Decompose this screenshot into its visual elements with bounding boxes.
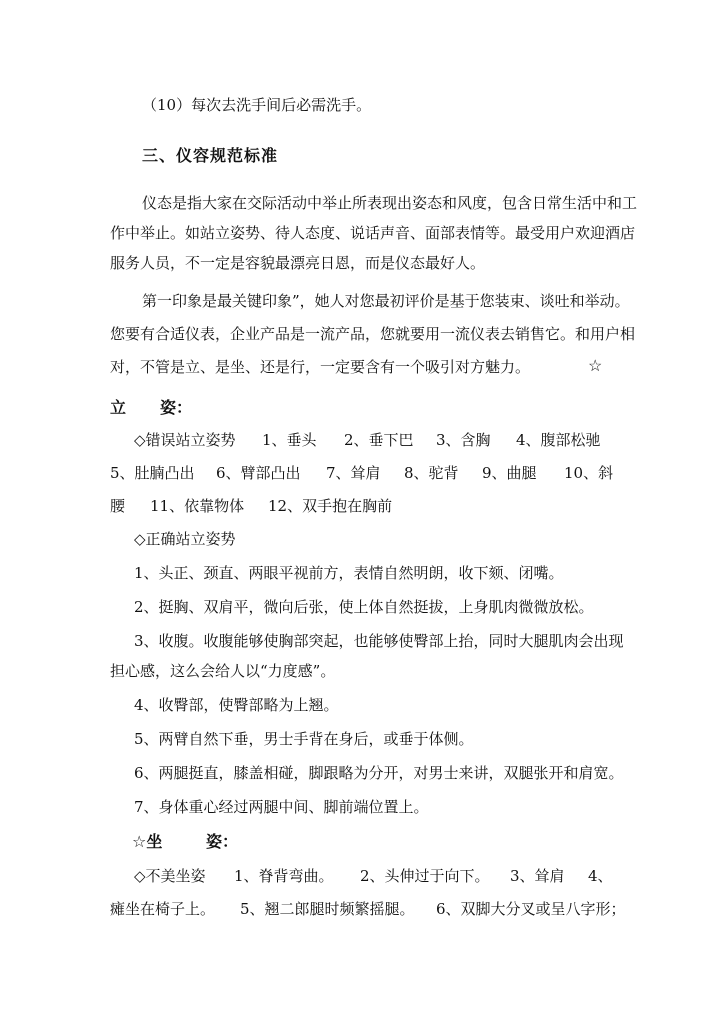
intro-paragraph-1-line-2: 作中举止。如站立姿势、待人态度、说话声音、面部表情等。最受用户欢迎酒店 [110, 224, 636, 242]
standing-heading-a: 立 [110, 398, 127, 417]
bad-sitting-item: 2、头伸过于向下。 [360, 867, 490, 885]
intro-paragraph-1-line-3: 服务人员，不一定是容貌最漂亮日恩，而是仪态最好人。 [110, 254, 486, 272]
wrong-standing-item: 9、曲腿 [482, 464, 537, 482]
wrong-standing-item: 4、腹部松驰 [516, 431, 601, 449]
wrong-standing-row-2 [110, 463, 614, 483]
wrong-standing-item: 1、垂头 [262, 431, 317, 449]
wrong-standing-item: 腰 [110, 497, 126, 515]
right-standing-title: ◇正确站立姿势 [134, 530, 236, 548]
intro-paragraph-2-line-2: 您要有合适仪表，企业产品是一流产品，您就要用一流仪表去销售它。和用户相 [110, 325, 636, 343]
bad-sitting-item: 6、双脚大分叉或呈八字形； [436, 900, 626, 918]
intro-paragraph-2-line-1: 第一印象是最关键印象”，她人对您最初评价是基于您装束、谈吐和举动。 [142, 292, 630, 310]
bad-sitting-item: 3、耸肩 [510, 867, 565, 885]
sitting-heading-b: 姿： [206, 832, 239, 851]
bad-sitting-row-2 [110, 899, 626, 919]
standing-heading-b: 姿： [160, 398, 193, 417]
right-standing-item: 1、头正、颈直、两眼平视前方，表情自然明朗，收下颏、闭嘴。 [134, 564, 564, 582]
wrong-standing-item: 6、臂部凸出 [216, 464, 301, 482]
section-title: 三、仪容规范标准 [142, 146, 279, 165]
wrong-standing-item: 12、双手抱在胸前 [268, 497, 393, 515]
bad-sitting-row-1 [134, 866, 613, 886]
wrong-standing-item: 10、斜 [564, 464, 614, 482]
wrong-standing-item: 7、耸肩 [326, 464, 381, 482]
bad-sitting-item: 4、 [588, 867, 613, 885]
wrong-standing-item: 5、肚腩凸出 [110, 464, 195, 482]
item-10-line: （10）每次去洗手间后必需洗手。 [142, 96, 372, 114]
wrong-standing-item: 2、垂下巴 [344, 431, 414, 449]
wrong-standing-row-3 [110, 496, 610, 516]
right-standing-item: 担心感，这么会给人以“力度感”。 [110, 662, 336, 680]
bad-sitting-item: 瘫坐在椅子上。 [110, 900, 216, 918]
wrong-standing-item: 3、含胸 [436, 431, 491, 449]
right-standing-item: 4、收臀部，使臀部略为上翘。 [134, 696, 339, 714]
sitting-heading-a: ☆坐 [132, 832, 163, 851]
wrong-standing-item: 11、依靠物体 [150, 497, 245, 515]
intro-paragraph-1-line-1: 仪态是指大家在交际活动中举止所表现出姿态和风度，包含日常生活中和工 [142, 194, 638, 212]
star-symbol: ☆ [588, 356, 603, 375]
wrong-standing-item: 8、驼背 [404, 464, 459, 482]
bad-sitting-title: ◇不美坐姿 [134, 867, 206, 885]
intro-paragraph-2-line-3: 对，不管是立、是坐、还是行，一定要含有一个吸引对方魅力。 [110, 358, 531, 376]
bad-sitting-item: 5、翘二郎腿时频繁摇腿。 [240, 900, 415, 918]
bad-sitting-item: 1、脊背弯曲。 [234, 867, 334, 885]
wrong-standing-row-1 [134, 430, 610, 450]
right-standing-item: 2、挺胸、双肩平，微向后张，使上体自然挺拔，上身肌肉微微放松。 [134, 598, 594, 616]
right-standing-item: 6、两腿挺直，膝盖相碰，脚跟略为分开，对男士来讲，双腿张开和肩宽。 [134, 764, 624, 782]
right-standing-item: 3、收腹。收腹能够使胸部突起，也能够使臀部上抬，同时大腿肌肉会出现 [134, 632, 624, 650]
right-standing-item: 5、两臂自然下垂，男士手背在身后，或垂于体侧。 [134, 730, 474, 748]
right-standing-item: 7、身体重心经过两腿中间、脚前端位置上。 [134, 798, 429, 816]
wrong-standing-title: ◇错误站立姿势 [134, 431, 236, 449]
